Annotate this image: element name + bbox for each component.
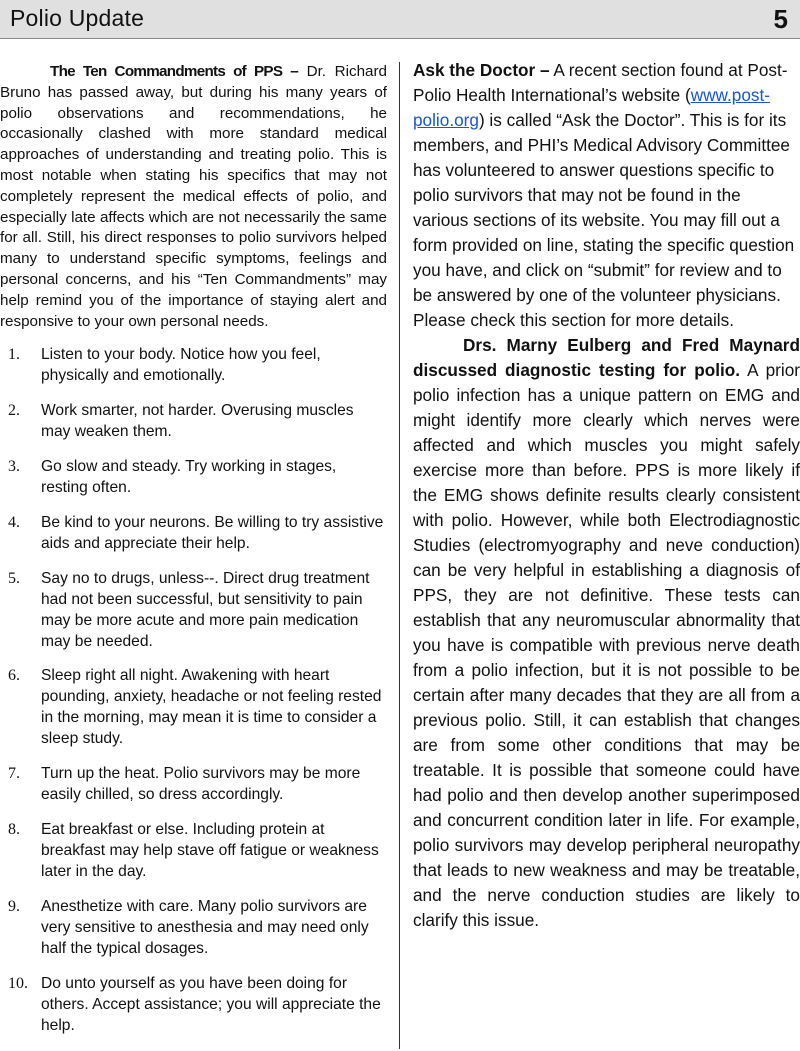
list-item: [0, 763, 387, 805]
list-item: [0, 896, 387, 959]
list-item: [0, 456, 387, 498]
ask-text-part1: A recent section found at Post-Polio Health International’s website (: [413, 60, 788, 105]
commandments-list: [0, 344, 387, 1035]
right-column: [413, 58, 800, 933]
list-item-text: Do unto yourself as you have been doing for others. Accept assistance; you will appreciate the help.: [41, 974, 381, 1034]
list-item-number: 4.: [8, 513, 20, 531]
list-item-text: Be kind to your neurons. Be willing to try assistive aids and appreciate their help.: [41, 513, 384, 552]
list-item: [0, 665, 387, 749]
list-item-text: Anesthetize with care. Many polio survivors are very sensitive to anesthesia and may need only half the typical dosages.: [41, 897, 369, 957]
ask-the-doctor-heading: Ask the Doctor –: [413, 60, 550, 80]
list-item-number: 9.: [8, 897, 20, 915]
column-divider: [399, 62, 400, 1049]
diagnostic-testing-heading: Drs. Marny Eulberg and Fred Maynard discussed diagnostic testing for polio.: [413, 335, 800, 380]
newsletter-title: Polio Update: [10, 5, 145, 31]
commandments-intro: [0, 62, 387, 332]
post-polio-website-link[interactable]: www.post-polio.org: [413, 85, 770, 130]
list-item: [0, 512, 387, 554]
list-item-number: 2.: [8, 402, 20, 420]
ask-text-part2: ) is called “Ask the Doctor”. This is for its members, and PHI’s Medical Advisory Committee has volunteered to answer questions specific to polio survivors that may not be found in the various sections of its website. You may fill out a form provided on line, stating the specific question you have, and click on “submit” for review and to be answered by one of the volunteer physicians. Please check this section for more details.: [413, 110, 795, 330]
list-item-text: Listen to your body. Notice how you feel, physically and emotionally.: [41, 346, 321, 385]
list-item: [0, 568, 387, 652]
list-item-text: Eat breakfast or else. Including protein at breakfast may help stave off fatigue or weakness later in the day.: [41, 820, 379, 880]
list-item: [0, 819, 387, 882]
commandments-heading: The Ten Commandments of PPS –: [50, 63, 298, 80]
list-item-number: 5.: [8, 569, 20, 587]
list-item-text: Say no to drugs, unless--. Direct drug treatment had not been successful, but sensitivity to pain may be more acute and more pain medication may be needed.: [41, 569, 370, 650]
diagnostic-testing-paragraph: [413, 333, 800, 933]
ask-the-doctor-paragraph: [413, 58, 800, 333]
list-item-number: 3.: [8, 457, 20, 475]
diagnostic-testing-text: A prior polio infection has a unique pattern on EMG and might identify more clearly which nerves were affected and which muscles you might safely exercise more than before. PPS is more likely if the EMG shows definite results clearly consistent with polio. However, while both Electrodiagnostic Studies (electromyography and neve conduction) can be very helpful in establishing a diagnosis of PPS, they are not definitive. These tests can establish that any neuromuscular abnormality that you have is compatible with previous nerve death from a polio infection, but it is not possible to be certain after many decades that they are all from a previous polio. Still, it can establish that changes are from some other conditions that may be treatable. It is possible that someone could have had polio and then develop another superimposed and concurrent condition later in life. For example, polio survivors may develop peripheral neuropathy that leads to new weakness and may be treatable, and the nerve conduction studies are likely to clarify this issue.: [413, 360, 800, 930]
left-column: [0, 62, 387, 1049]
list-item-text: Go slow and steady. Try working in stages, resting often.: [41, 457, 337, 496]
list-item-text: Work smarter, not harder. Overusing muscles may weaken them.: [41, 402, 354, 441]
ask-the-doctor-section: [413, 58, 800, 333]
list-item-number: 1.: [8, 346, 20, 364]
page-number: 5: [773, 4, 788, 34]
page-header: [0, 0, 800, 39]
list-item: [0, 344, 387, 386]
list-item-number: 7.: [8, 765, 20, 783]
list-item: [0, 400, 387, 442]
commandments-intro-text: Dr. Richard Bruno has passed away, but during his many years of polio observations and recommendations, he occasionally clashed with more standard medical approaches of understanding and treating polio. This is most notable when stating his specifics that may not completely represent the medical effects of polio, and especially late affects which are not necessarily the same for all. Still, his direct responses to polio survivors helped many to understand specific symptoms, feelings and personal concerns, and his “Ten Commandments” may help remind you of the importance of staying alert and responsive to your own personal needs.: [0, 63, 387, 330]
list-item-number: 8.: [8, 820, 20, 838]
list-item-text: Turn up the heat. Polio survivors may be more easily chilled, so dress accordingly.: [41, 765, 361, 804]
list-item-number: 6.: [8, 667, 20, 685]
list-item-number: 10.: [8, 974, 28, 992]
list-item-text: Sleep right all night. Awakening with heart pounding, anxiety, headache or not feeling rested in the morning, may mean it is time to consider a sleep study.: [41, 667, 382, 748]
list-item: [0, 973, 387, 1036]
